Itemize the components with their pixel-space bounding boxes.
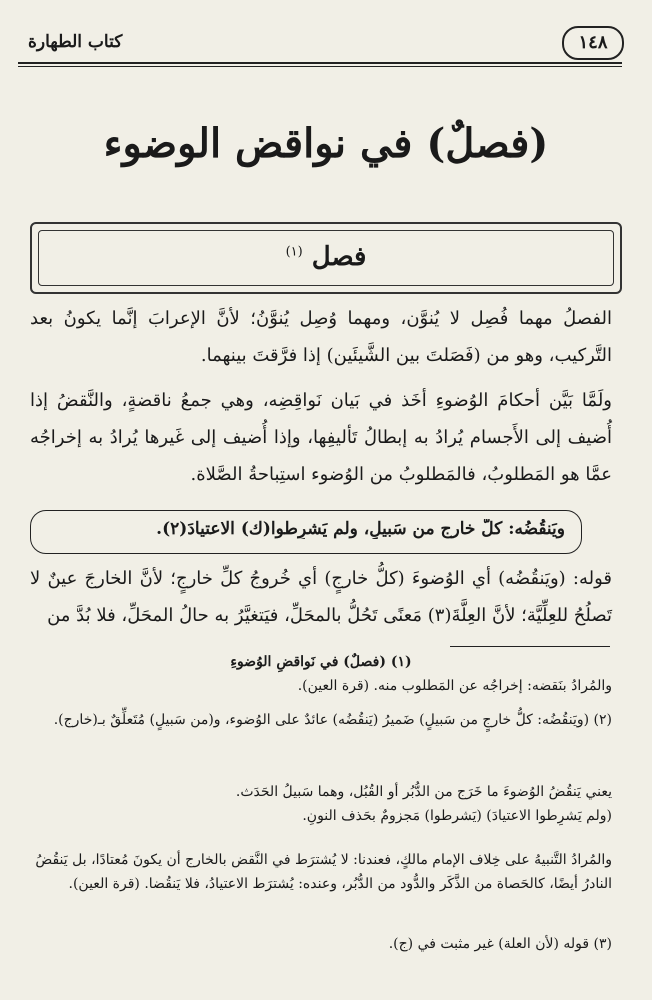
header-rule-thick — [18, 62, 622, 64]
footnote-2a: (٢) (ويَنقُضُه: كلُّ خارجٍ من سَبيلٍ) ضَميرُ (يَنقُضُه) عائدٌ على الوُضوء، و(من سَبيلٍ) مُتَعلِّقٌ بـ(خارج). — [53, 712, 612, 728]
footnote-2c: (ولم يَشرِطوا الاعتيادَ) (يَشرطوا) مَجزومٌ بحَذف النونِ. — [302, 808, 612, 824]
footnote-3: (٣) قوله (لأن العلة) غير مثبت في (ج). — [388, 936, 612, 952]
page-number: ١٤٨ — [562, 26, 624, 60]
page-header — [18, 22, 608, 62]
footnote-2b: يعني يَنقُضُ الوُضوءَ ما خَرَج من الدُّبُر أو القُبُل، وهما سَبيلُ الحَدَث. — [235, 784, 612, 800]
fasl-footnote-ref: (١) — [285, 244, 303, 260]
fasl-heading — [32, 242, 620, 272]
paragraph-2: ولَمَّا بَيَّن أحكامَ الوُضوءِ أخَذ في بَيان نَواقِضِه، وهي جمعُ ناقضةٍ، والنَّقضُ إذا أُضيف إلى الأَجسام يُرادُ به إبطالُ تَأليفِها، وإذا أُضيف إلى غَيرها يُرادُ به إخراجُه عمَّا هو المَطلوبُ، فالمَطلوبُ من الوُضوء استِباحةُ الصَّلاة. — [30, 390, 612, 485]
matn-box — [30, 510, 582, 554]
fasl-heading-text: فصل — [311, 242, 367, 272]
footnote-2-continued — [30, 780, 612, 828]
paragraph-1: الفصلُ مهما فُصِل لا يُنوَّن، ومهما وُصِل يُنوَّنُ؛ لأنَّ الإعرابَ إنَّما يكونُ بعد التَّركيب، وهو من (فَصَلتَ بين الشَّيئَين) إذا فرَّقتَ بينهما. — [30, 308, 612, 366]
paragraph-3: قوله: (ويَنقُضُه) أي الوُضوءَ (كلُّ خارجٍ) أي خُروجُ كلِّ خارجٍ؛ لأنَّ الخارجَ عينٌ لا تَصلُحُ للعِلِّيَّة؛ لأنَّ العِلَّةَ(٣) مَعنًى تَحُلُّ بالمحَلِّ، فيَتغيَّرُ به حالُ المحَلِّ، فلا بُدَّ من — [30, 568, 612, 626]
running-head: كتاب الطهارة — [28, 32, 123, 52]
footnote-1-body: والمُرادُ بنَقضه: إخراجُه عن المَطلوب منه. (قرة العين). — [297, 678, 612, 694]
matn-text: ويَنقُضُه: كلُّ خارجٍ من سَبيلٍ، ولم يَشرِطوا(ك) الاعتيادَ(٢). — [156, 519, 565, 539]
footnote-1 — [30, 650, 612, 698]
footnote-1-head: (١) (فصلٌ) في نَواقضِ الوُضوءِ — [230, 654, 412, 670]
fasl-frame — [30, 222, 622, 294]
section-title: (فصلٌ) في نواقض الوضوء — [103, 120, 549, 167]
header-rule-thin — [18, 66, 622, 67]
footnote-separator — [450, 646, 610, 647]
footnote-2d: والمُرادُ التَّنبيهُ على خِلاف الإمام مالكٍ، فعندنا: لا يُشترَط في النَّقض بالخارج أن يكونَ مُعتادًا، بل يَنقُضُ النادرُ أيضًا، كالحَصاة من الذَّكَر والدُّود من الدُّبُر، وعنده: يُشترَط الاعتيادُ، فلا يَنقُضا. (قرة العين). — [35, 852, 612, 892]
